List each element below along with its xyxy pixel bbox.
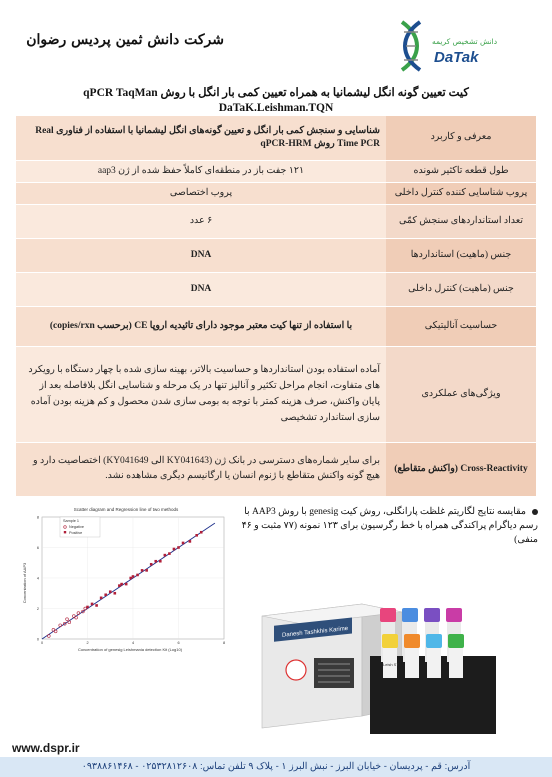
kit-title <box>16 86 536 116</box>
row-label: معرفی و کاربرد <box>386 116 536 160</box>
legend-entry: Sample 1 <box>63 519 80 523</box>
row-label: پروب شناسایی کننده کنترل داخلی <box>386 182 536 204</box>
datak-logo <box>392 18 522 74</box>
data-point-positive <box>159 560 162 563</box>
row-value: پروب اختصاصی <box>16 182 386 204</box>
data-point-positive <box>104 593 107 596</box>
data-point-positive <box>164 554 167 557</box>
website-link[interactable]: www.dspr.ir <box>12 741 80 755</box>
row-value: ۱۲۱ جفت باز در منطقه‌ای کاملاً حفظ شده از ژن aap3 <box>16 160 386 182</box>
row-label: ویژگی‌های عملکردی <box>386 346 536 442</box>
row-label: تعداد استانداردهای سنجش کمّی <box>386 204 536 238</box>
spec-table <box>16 116 536 497</box>
data-point-positive <box>145 569 148 572</box>
bullet-dot-icon <box>532 509 538 515</box>
data-point-positive <box>132 575 135 578</box>
table-row <box>16 306 536 346</box>
row-label: حساسیت آنالیتیکی <box>386 306 536 346</box>
table-row <box>16 182 536 204</box>
legend-marker-positive <box>64 531 66 533</box>
kit-product-image <box>252 586 508 736</box>
chart-title: Scatter diagram and Regression line of two methods <box>73 507 179 512</box>
table-row <box>16 238 536 272</box>
data-point-positive <box>109 590 112 593</box>
data-point-positive <box>86 606 89 609</box>
data-point-positive <box>195 534 198 537</box>
data-point-positive <box>168 552 171 555</box>
data-point-positive <box>182 542 185 545</box>
table-row <box>16 116 536 160</box>
data-point-positive <box>120 583 123 586</box>
row-value: ۶ عدد <box>16 204 386 238</box>
header <box>0 0 552 88</box>
legend-entry: Negative <box>69 525 84 529</box>
row-label: جنس (ماهیت) کنترل داخلی <box>386 272 536 306</box>
x-tick-label: 8 <box>222 641 226 645</box>
title-line-2: DaTaK.Leishman.TQN <box>218 102 334 114</box>
data-point-positive <box>114 592 117 595</box>
row-label: Cross-Reactivity (واکنش متقاطع) <box>386 442 536 496</box>
row-value: با استفاده از تنها کیت معتبر موجود دارای تائیدیه اروپا CE (برحسب copies/rxn) <box>16 306 386 346</box>
data-point-positive <box>118 584 121 587</box>
table-row <box>16 272 536 306</box>
data-point-positive <box>100 597 103 600</box>
tube-label: Leish ST <box>383 662 399 667</box>
row-value: شناسایی و سنجش کمی بار انگل و تعیین گونه‌های انگل لیشمانیا با استفاده از فناوری Real Time PCR روش qPCR-HRM <box>16 116 386 160</box>
title-line-1: کیت تعیین گونه انگل لیشمانیا به همراه تعیین کمی بار انگل با روش qPCR TaqMan <box>83 87 469 99</box>
y-tick-label: 4 <box>36 576 39 581</box>
x-tick-label: 6 <box>177 641 180 645</box>
chart-ylabel: Concentration of AAP3 <box>22 562 27 604</box>
row-value: DNA <box>16 272 386 306</box>
data-point-positive <box>173 548 176 551</box>
y-tick-label: 2 <box>36 606 39 611</box>
data-point-positive <box>200 531 203 534</box>
data-point-positive <box>150 563 153 566</box>
data-point-positive <box>189 540 192 543</box>
data-point-positive <box>154 560 157 563</box>
logo-text-top: دانش تشخیص کریمه <box>432 37 498 46</box>
comparison-note <box>236 505 538 547</box>
comparison-note-text: مقایسه نتایج لگاریتم غلظت پارانگلی، روش کیت genesig با روش AAP3 با رسم دیاگرام پراکندگی همراه با خط رگرسیون برای ۱۲۳ نمونه (۷۷ مثبت و ۴۶ منفی) <box>241 507 538 545</box>
y-tick-label: 8 <box>36 515 39 520</box>
table-row <box>16 346 536 442</box>
data-point-positive <box>136 574 139 577</box>
footer-address: آدرس: قم - پردیسان - خیابان البرز - نبش البرز ۱ - پلاک ۹ تلفن تماس: ۰۲۵۳۲۸۱۲۶۰۸ - ۰۹۳۸۸۶۱۴۶۸ <box>0 757 552 777</box>
table-row <box>16 442 536 496</box>
data-point-positive <box>177 546 180 549</box>
row-value: برای سایر شماره‌های دسترسی در بانک ژن (KY041643 الی KY041649) اختصاصیت دارد و هیچ گونه واکنش متقاطع با ژنوم انسان یا ارگانیسم دیگری مشاهده نشد. <box>16 442 386 496</box>
row-value: آماده استفاده بودن استانداردها و حساسیت بالاتر، بهینه سازی شده با چهار دستگاه با رویکرد های متفاوت، انجام مراحل تکثیر و آنالیز تنها در یک مرحله و شناسایی انگل بلافاصله بعد از پایان واکنش، صرف هزینه کمتر با توجه به بومی سازی شدن محصول و کم هزینه بودن آماده سازی استاندارد تشخیصی <box>16 346 386 442</box>
logo-text-bottom: DaTak <box>434 49 479 66</box>
x-tick-label: 2 <box>86 641 89 645</box>
dna-helix-icon <box>402 22 420 70</box>
data-point-positive <box>125 583 128 586</box>
chart-xlabel: Concentration of genesig Leishmania detection Kit (Log10) <box>77 647 183 652</box>
legend-entry: Positive <box>69 531 83 535</box>
y-tick-label: 0 <box>36 637 39 642</box>
data-point-positive <box>141 569 144 572</box>
row-value: DNA <box>16 238 386 272</box>
x-tick-label: 0 <box>40 641 44 645</box>
company-name: شرکت دانش ثمین پردیس رضوان <box>26 32 224 48</box>
box-logo-icon <box>286 660 306 680</box>
box-label: Danesh Tashkhis Karime <box>282 625 349 639</box>
y-tick-label: 6 <box>36 545 39 550</box>
x-tick-label: 4 <box>131 641 135 645</box>
row-label: جنس (ماهیت) استانداردها <box>386 238 536 272</box>
data-point-positive <box>91 603 94 606</box>
chart-legend <box>60 517 100 537</box>
data-point-positive <box>129 577 132 580</box>
scatter-chart <box>20 503 232 655</box>
table-row <box>16 160 536 182</box>
row-label: طول قطعه تاکثیر شونده <box>386 160 536 182</box>
table-row <box>16 204 536 238</box>
data-point-positive <box>95 604 98 607</box>
